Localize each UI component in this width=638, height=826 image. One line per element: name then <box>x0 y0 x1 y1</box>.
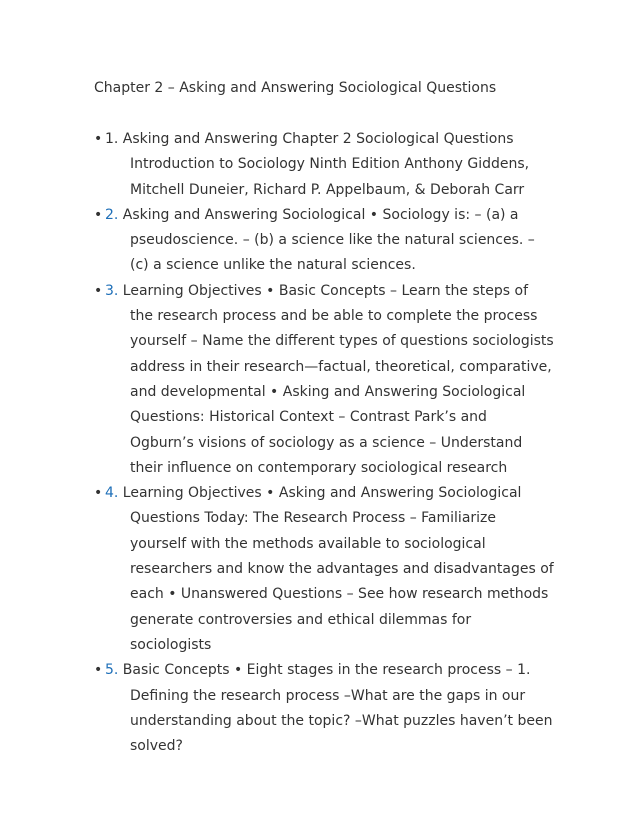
slide-text: Learning Objectives • Asking and Answering Sociological Questions Today: The Research Process – Familiarize yourself with the methods available to sociological researchers and know the advantages and disadvantages of each • Unanswered Questions – See how research methods generate controversies and ethical dilemmas for sociologists <box>118 485 554 653</box>
slide-number-link[interactable]: 5. <box>105 662 119 679</box>
bullet-icon: • <box>94 206 103 223</box>
slide-text: Asking and Answering Sociological • Sociology is: – (a) a pseudoscience. – (b) a science like the natural sciences. – (c) a science unlike the natural sciences. <box>118 206 535 274</box>
bullet-icon: • <box>94 131 103 147</box>
slide-item-5 <box>94 658 554 759</box>
slide-text: Basic Concepts • Eight stages in the research process – 1. Defining the research process –What are the gaps in our understanding about the topic? –What puzzles haven’t been solved? <box>118 662 553 755</box>
bullet-icon: • <box>94 662 103 679</box>
slide-text: Asking and Answering Chapter 2 Sociological Questions Introduction to Sociology Ninth Edition Anthony Giddens, Mitchell Duneier, Richard P. Appelbaum, & Deborah Carr <box>118 131 530 198</box>
slide-number-link[interactable]: 3. <box>105 282 119 299</box>
slide-item-3 <box>94 279 554 481</box>
slide-number-link[interactable]: 4. <box>105 485 119 502</box>
slide-number: 1. <box>105 131 119 147</box>
slide-list <box>94 127 554 759</box>
slide-item-1 <box>94 127 554 203</box>
slide-item-2 <box>94 203 554 279</box>
bullet-icon: • <box>94 485 103 502</box>
bullet-icon: • <box>94 282 103 299</box>
slide-item-4 <box>94 481 554 658</box>
slide-text: Learning Objectives • Basic Concepts – Learn the steps of the research process and be able to complete the process yourself – Name the different types of questions sociologists address in their research—factual, theoretical, comparative, and developmental • Asking and Answering Sociological Questions: Historical Context – Contrast Park’s and Ogburn’s visions of sociology as a science – Understand their influence on contemporary sociological research <box>118 282 554 476</box>
slide-number-link[interactable]: 2. <box>105 206 119 223</box>
document-title: Chapter 2 – Asking and Answering Sociological Questions <box>94 80 497 96</box>
